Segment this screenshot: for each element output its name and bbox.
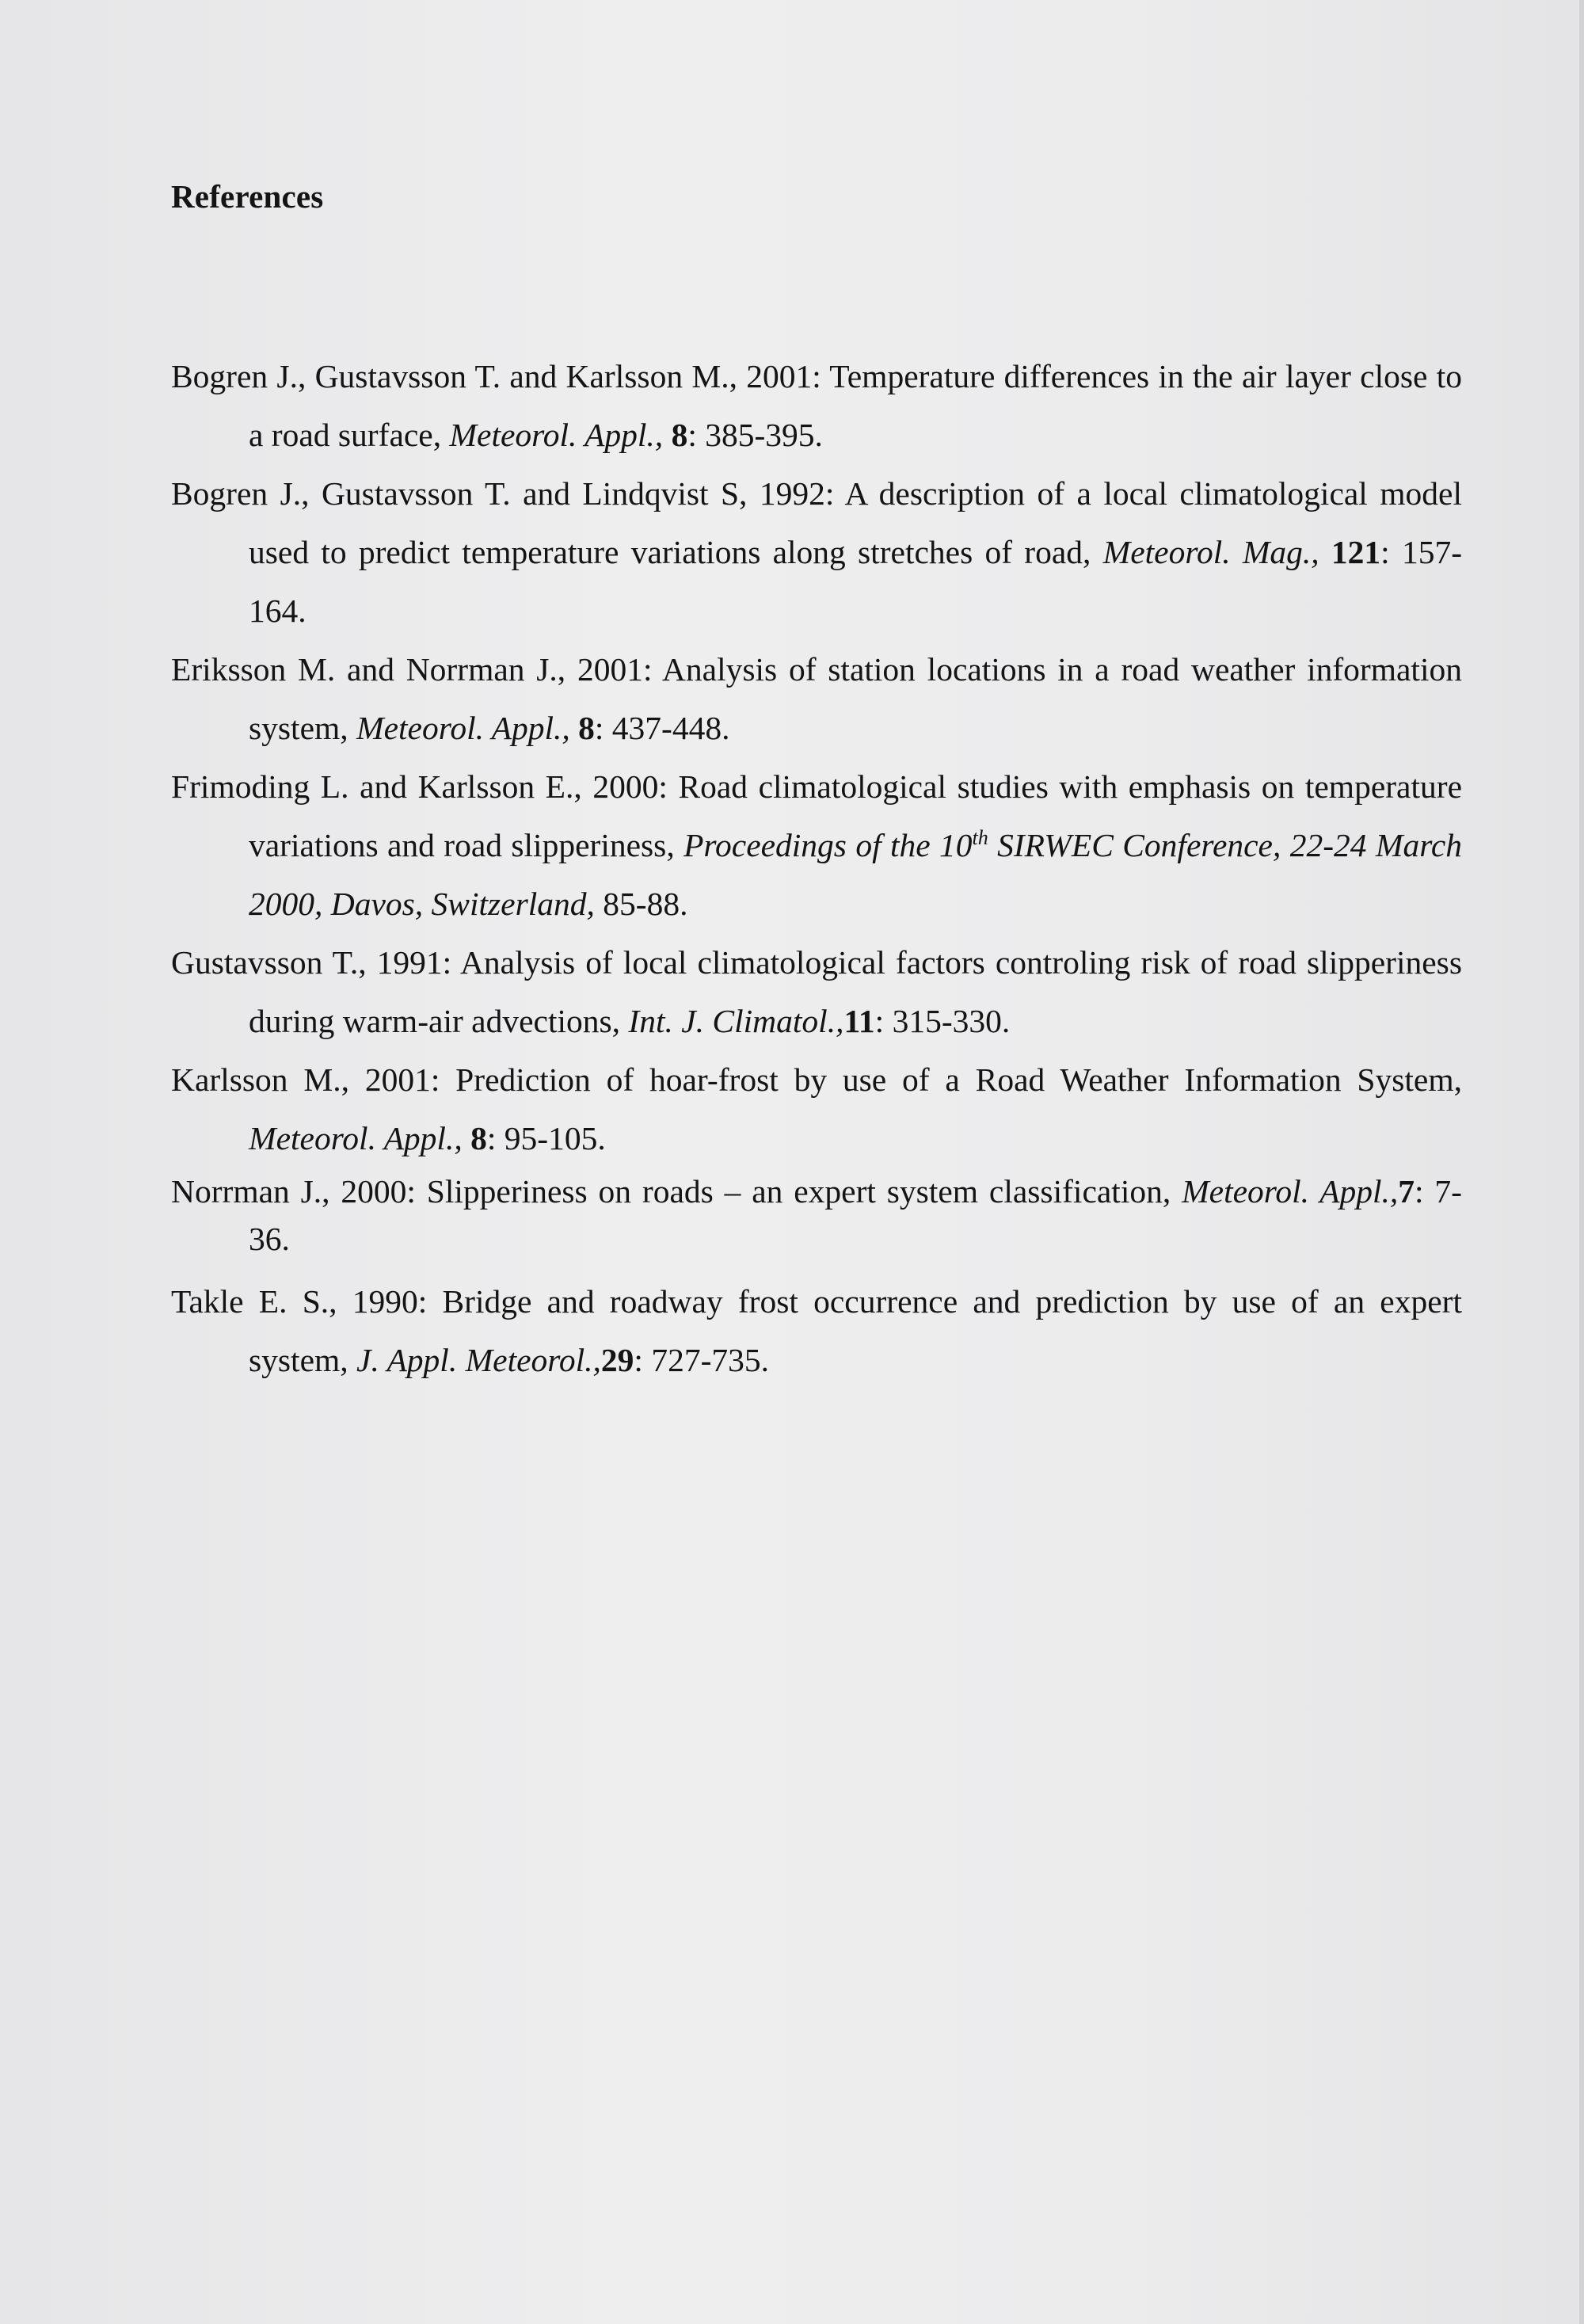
reference-pages: 85-88. [594, 886, 688, 922]
reference-item [171, 1168, 1462, 1263]
reference-item [171, 757, 1462, 933]
reference-authors: Norrman J., 2000: Slipperiness on roads – an expert system classification, [171, 1173, 1182, 1210]
reference-item [171, 933, 1462, 1050]
reference-authors: Bogren J., Gustavsson T. and Lindqvist S, 1992: A description of a local climatological model used to predict temperature variations along stretches of road, [171, 475, 1462, 570]
reference-volume: 29 [600, 1342, 634, 1378]
reference-journal: Meteorol. Mag., [1102, 534, 1319, 570]
reference-journal: Proceedings of the 10 [683, 827, 973, 863]
reference-pages: : 315-330. [874, 1003, 1011, 1039]
reference-volume: 8 [578, 710, 595, 746]
reference-authors: Bogren J., Gustavsson T. and Karlsson M., 2001: Temperature differences in the air layer close to a road surface, [171, 358, 1462, 453]
reference-journal-continued: SIRWEC Conference, 22-24 March 2000, Davos, Switzerland, [249, 827, 1462, 922]
reference-journal: Meteorol. Appl., [449, 417, 664, 453]
reference-authors: Gustavsson T., 1991: Analysis of local climatological factors controling risk of road slipperiness during warm-air advections, [171, 944, 1462, 1039]
references-heading: References [171, 178, 324, 215]
reference-item [171, 1050, 1462, 1168]
reference-authors: Frimoding L. and Karlsson E., 2000: Road climatological studies with emphasis on temperature variations and road slipperiness, [171, 768, 1462, 863]
reference-pages: : 385-395. [687, 417, 823, 453]
page-edge [1579, 0, 1584, 2324]
reference-item [171, 464, 1462, 640]
reference-journal: J. Appl. Meteorol., [356, 1342, 601, 1378]
reference-list [171, 347, 1462, 1389]
reference-pages: : 7-36. [249, 1173, 1462, 1257]
reference-journal: Meteorol. Appl., [1182, 1173, 1399, 1210]
reference-authors: Karlsson M., 2001: Prediction of hoar-frost by use of a Road Weather Information System, [171, 1061, 1462, 1098]
reference-authors: Eriksson M. and Norrman J., 2001: Analysis of station locations in a road weather information system, [171, 651, 1462, 746]
reference-volume: 8 [470, 1120, 487, 1156]
reference-pages: : 437-448. [594, 710, 730, 746]
reference-journal: Int. J. Climatol., [628, 1003, 844, 1039]
reference-volume: 8 [671, 417, 688, 453]
reference-superscript: th [972, 826, 988, 850]
reference-volume: 121 [1331, 534, 1381, 570]
reference-item [171, 1272, 1462, 1389]
reference-volume: 11 [843, 1003, 875, 1039]
reference-item [171, 347, 1462, 464]
reference-journal: Meteorol. Appl., [356, 710, 570, 746]
reference-item [171, 640, 1462, 757]
reference-pages: : 727-735. [634, 1342, 770, 1378]
reference-volume: 7 [1398, 1173, 1415, 1210]
reference-pages: : 95-105. [486, 1120, 606, 1156]
reference-authors: Takle E. S., 1990: Bridge and roadway frost occurrence and prediction by use of an expert system, [171, 1283, 1462, 1378]
reference-journal: Meteorol. Appl., [249, 1120, 463, 1156]
reference-pages: : 157-164. [249, 534, 1463, 629]
